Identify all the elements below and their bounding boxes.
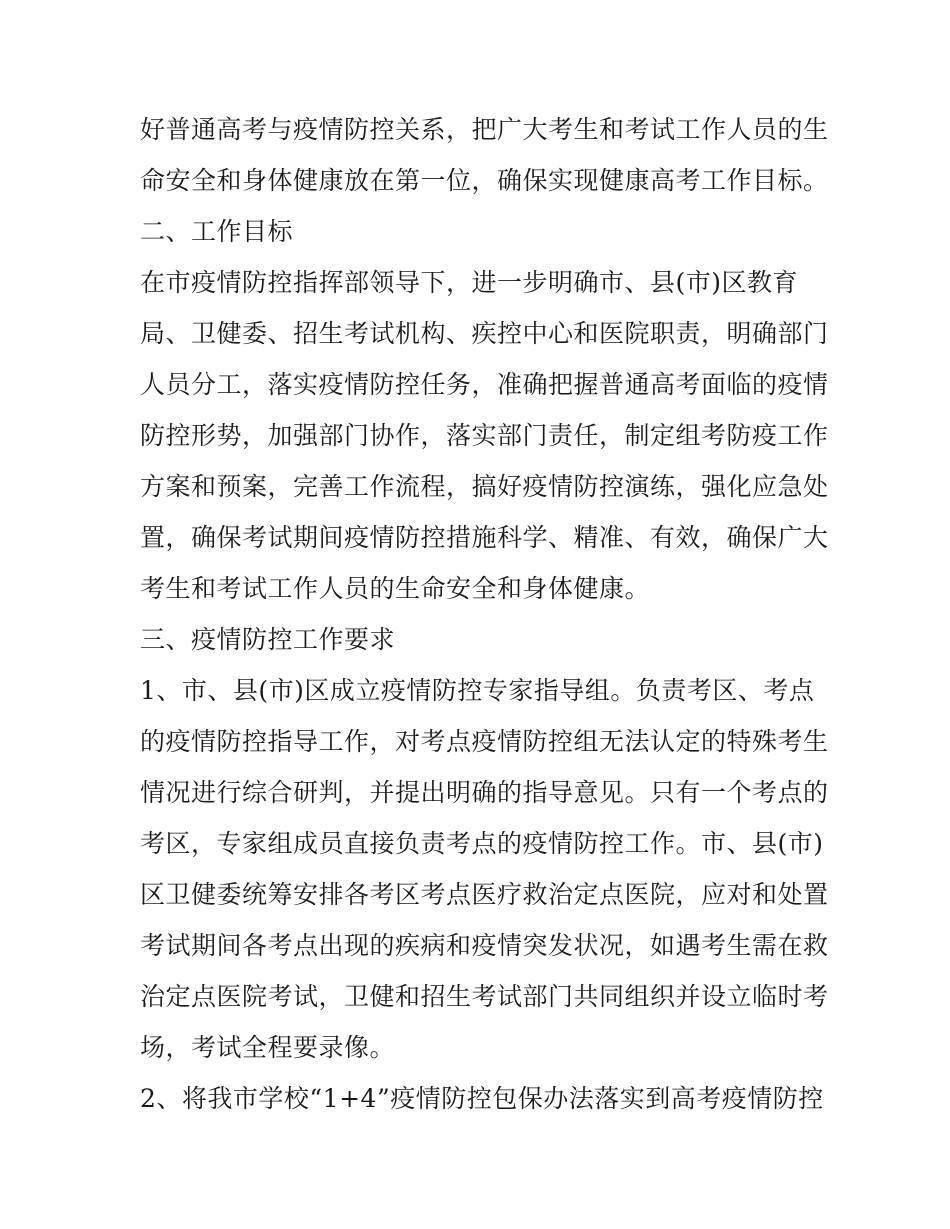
paragraph-line: 治定点医院考试，卫健和招生考试部门共同组织并设立临时考: [140, 982, 829, 1011]
paragraph-line: 置，确保考试期间疫情防控措施科学、精准、有效，确保广大: [140, 523, 829, 552]
paragraph-line: 场，考试全程要录像。: [140, 1033, 396, 1062]
paragraph-line: 人员分工，落实疫情防控任务，准确把握普通高考面临的疫情: [140, 370, 829, 399]
document-body: [140, 104, 829, 1124]
paragraph-line: 在市疫情防控指挥部领导下，进一步明确市、县(市)区教育: [140, 268, 799, 297]
section-heading-work-goals: 二、工作目标: [140, 217, 294, 246]
paragraph-line: 的疫情防控指导工作，对考点疫情防控组无法认定的特殊考生: [140, 727, 829, 756]
paragraph-line: 考生和考试工作人员的生命安全和身体健康。: [140, 574, 651, 603]
paragraph-line: 区卫健委统筹安排各考区考点医疗救治定点医院，应对和处置: [140, 880, 829, 909]
paragraph-line: 局、卫健委、招生考试机构、疾控中心和医院职责，明确部门: [140, 319, 829, 348]
section-heading-requirements: 三、疫情防控工作要求: [140, 625, 396, 654]
paragraph-line: 1、市、县(市)区成立疫情防控专家指导组。负责考区、考点: [140, 676, 815, 705]
paragraph-line: 考区，专家组成员直接负责考点的疫情防控工作。市、县(市): [140, 829, 824, 858]
paragraph-line: 好普通高考与疫情防控关系，把广大考生和考试工作人员的生: [140, 115, 829, 144]
paragraph-line: 2、将我市学校“1+4”疫情防控包保办法落实到高考疫情防控: [140, 1084, 824, 1113]
paragraph-line: 命安全和身体健康放在第一位，确保实现健康高考工作目标。: [140, 166, 829, 195]
paragraph-line: 情况进行综合研判，并提出明确的指导意见。只有一个考点的: [140, 778, 829, 807]
paragraph-line: 防控形势，加强部门协作，落实部门责任，制定组考防疫工作: [140, 421, 829, 450]
paragraph-line: 考试期间各考点出现的疾病和疫情突发状况，如遇考生需在救: [140, 931, 829, 960]
paragraph-line: 方案和预案，完善工作流程，搞好疫情防控演练，强化应急处: [140, 472, 829, 501]
